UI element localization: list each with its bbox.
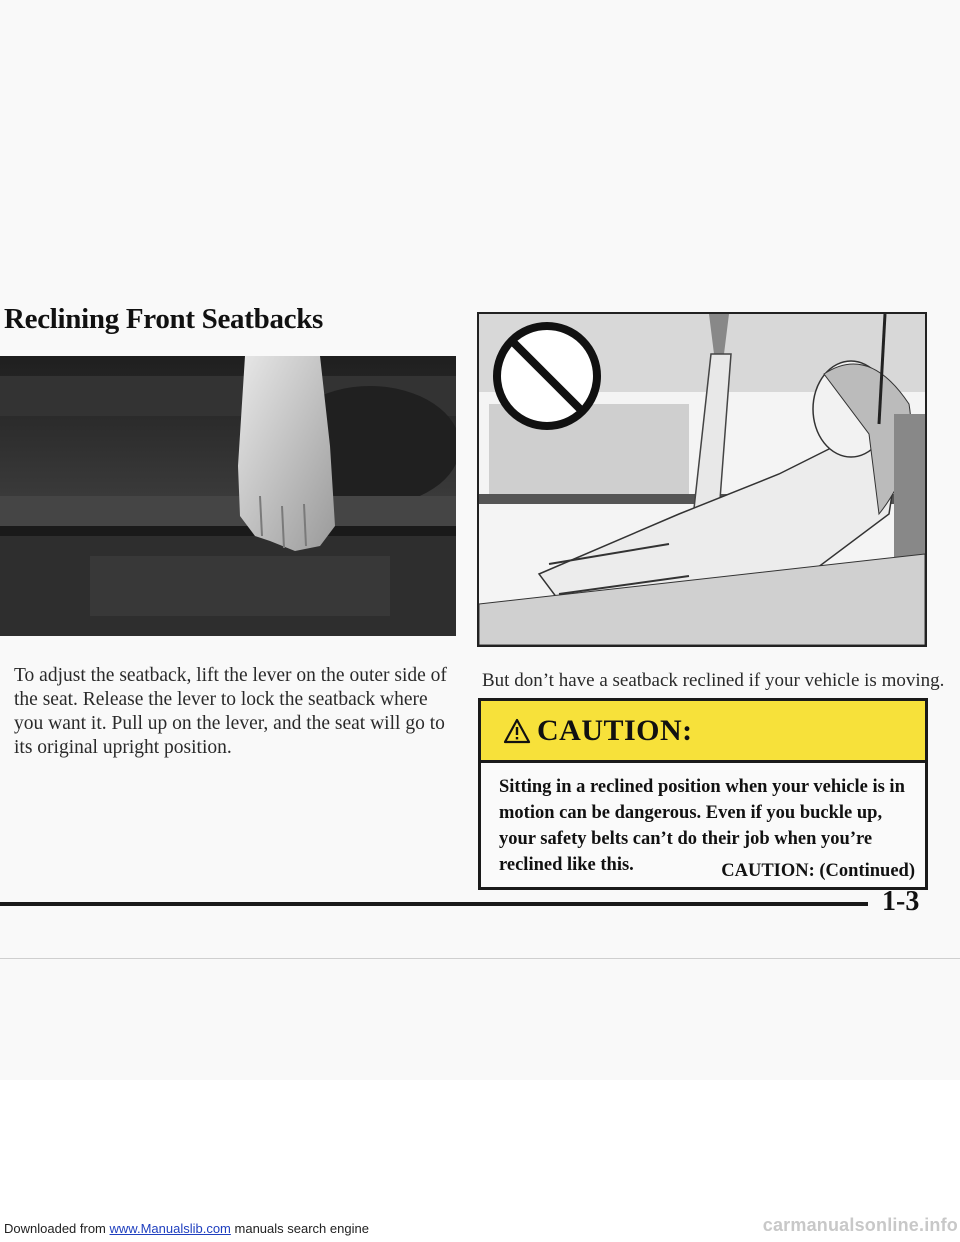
warning-triangle-icon <box>503 718 531 744</box>
caution-continued: CAUTION: (Continued) <box>721 861 915 881</box>
section-title: Reclining Front Seatbacks <box>4 303 324 335</box>
caution-label: CAUTION: <box>537 714 693 747</box>
caution-text: Sitting in a reclined position when your vehicle is in motion can be dangerous. Even if you buckle up, your safety belts can’t do their job when you’re reclined like this. <box>499 777 905 875</box>
footer-suffix: manuals search engine <box>234 1221 369 1236</box>
caution-box <box>478 698 928 890</box>
reclined-passenger-illustration <box>477 312 927 647</box>
manualslib-link[interactable]: www.Manualslib.com <box>109 1221 231 1236</box>
download-footer <box>4 1221 369 1236</box>
recline-warning-text: But don’t have a seatback reclined if your vehicle is moving. <box>482 670 945 691</box>
caution-header <box>481 701 925 763</box>
footer-prefix: Downloaded from <box>4 1221 106 1236</box>
adjust-instructions: To adjust the seatback, lift the lever on the outer side of the seat. Release the lever to lock the seatback where you want it. Pull up on the lever, and the seat will go to its original upright position. <box>14 665 447 758</box>
watermark: carmanualsonline.info <box>762 1215 958 1235</box>
bottom-divider <box>0 958 960 959</box>
page-rule <box>0 902 868 906</box>
page-number: 1-3 <box>882 886 920 917</box>
seatback-lever-photo <box>0 356 456 636</box>
